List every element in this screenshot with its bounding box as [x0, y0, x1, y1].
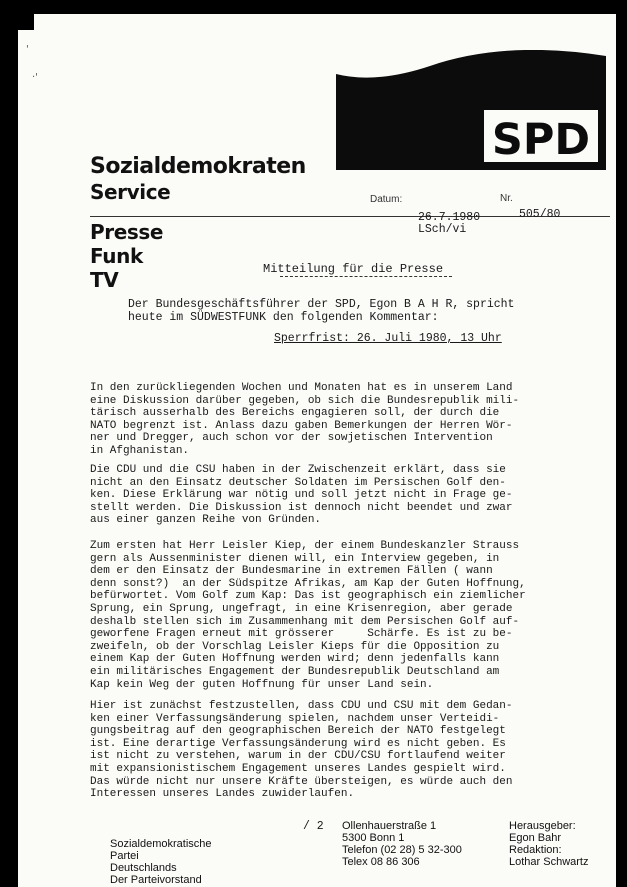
spd-logo-banner	[336, 50, 606, 170]
body-paragraph: Zum ersten hat Herr Leisler Kiep, der einem Bundeskanzler Strauss gern als Aussenminister dienen will, ein Interview gegeben, in dem er den Einsatz der Bundesmarine in extremen Fällen ( wann denn sonst?) an der Südspitze Afrikas, am Kap der Guten Hoffnung, befürwortet. Vom Golf zum Kap: Das ist geographisch ein ziemlicher Sprung, ein Sprung, ungefragt, in eine Krisenregion, aber gerade deshalb stellen sich im Zusammenhang mit dem Persischen Golf auf- geworfene Fragen erneut mit grösserer Schärfe. Es ist zu be- zweifeln, ob der Vorschlag Leisler Kieps für die Opposition zu einem Kap der Guten Hoffnung werden wird; denn jedenfalls kann ein militärisches Engagement der Bundesrepublik Deutschland am Kap kein Weg der guten Hoffnung für unser Land sein.	[90, 540, 526, 691]
footer-address-line: 5300 Bonn 1	[342, 832, 405, 844]
footer-publisher-line: Egon Bahr	[509, 832, 561, 844]
footer-address-line: Telex 08 86 306	[342, 856, 420, 868]
scan-mark: ·'	[32, 72, 38, 83]
embargo-line: Sperrfrist: 26. Juli 1980, 13 Uhr	[274, 332, 502, 345]
footer-org-line: Sozialdemokratische	[110, 838, 212, 850]
footer-org-line: Deutschlands	[110, 862, 177, 874]
footer-publisher-line: Lothar Schwartz	[509, 856, 589, 868]
press-release-page	[18, 14, 616, 887]
page-continuation: / 2	[303, 820, 324, 833]
number-value: 505/80	[519, 208, 561, 221]
footer-publisher-line: Redaktion:	[509, 844, 562, 856]
header-tv: TV	[90, 268, 119, 292]
header-service: Service	[90, 180, 171, 204]
release-intro: Der Bundesgeschäftsführer der SPD, Egon B A H R, spricht heute im SÜDWESTFUNK den folgenden Kommentar:	[128, 298, 515, 324]
body-paragraph: Hier ist zunächst festzustellen, dass CDU und CSU mit dem Gedan- ken einer Verfassungsänderung spielen, nachdem unser Verteidi- gungsbeitrag auf den geographischen Bereich der NATO festgelegt ist. Eine derartige Verfassungsänderung wird es nicht geben. Es ist nicht zu verstehen, warum in der CDU/CSU fortlaufend weiter mit expansionistischem Engagement unseres Landes gespielt wird. Das würde nicht nur unsere Kräfte übersteigen, es würde auch den Interessen unseres Landes zuwiderlaufen.	[90, 700, 513, 801]
scan-mark: '	[26, 44, 29, 55]
footer-publisher-line: Herausgeber:	[509, 820, 576, 832]
footer-address-line: Telefon (02 28) 5 32-300	[342, 844, 462, 856]
spd-logo-text: SPD	[491, 115, 591, 165]
date-value: 26.7.1980	[418, 211, 481, 224]
footer-address-line: Ollenhauerstraße 1	[342, 820, 437, 832]
party-wordmark: Sozialdemokraten	[90, 154, 306, 179]
header-funk: Funk	[90, 244, 143, 268]
number-label: Nr.	[500, 193, 513, 204]
heading-dash-line	[280, 276, 452, 277]
body-paragraph: Die CDU und die CSU haben in der Zwischenzeit erklärt, dass sie nicht an den Einsatz deutscher Soldaten im Persischen Golf den- ken. Diese Erklärung war nötig und soll jetzt nicht in Frage ge- stellt werden. Die Diskussion ist dennoch nicht beendet und zwar aus einer ganzen Reihe von Gründen.	[90, 464, 513, 527]
release-heading: Mitteilung für die Presse	[263, 262, 444, 276]
footer-org-line: Partei	[110, 850, 139, 862]
body-paragraph: In den zurückliegenden Wochen und Monaten hat es in unserem Land eine Diskussion darüber gegeben, ob sich die Bundesrepublik mili- tärisch ausserhalb des Bereichs engagieren soll, der durch die NATO begrenzt ist. Anlass dazu gaben Bemerkungen der Herren Wör- ner und Dregger, auch schon vor der sowjetischen Intervention in Afghanistan.	[90, 382, 520, 457]
footer-org-line: Der Parteivorstand	[110, 874, 202, 886]
reference-value: LSch/vi	[418, 223, 467, 236]
header-presse: Presse	[90, 220, 164, 244]
date-label: Datum:	[370, 194, 403, 205]
